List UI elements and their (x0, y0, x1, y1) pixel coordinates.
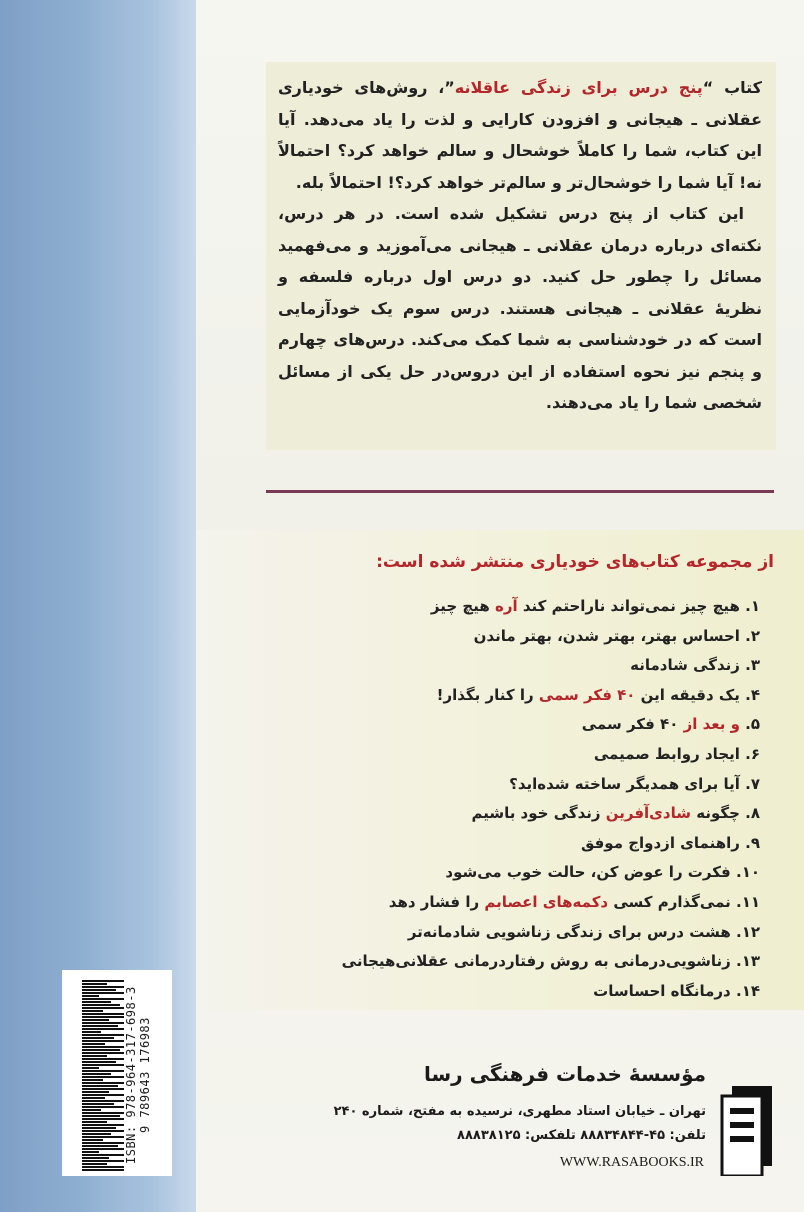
series-list (290, 592, 760, 1006)
list-item: ۱. هیچ چیز نمی‌تواند ناراحتم کند آره هیچ چیز (430, 597, 760, 615)
publisher-address: تهران ـ خیابان استاد مطهری، نرسیده به مفتح، شماره ۲۴۰ (333, 1104, 706, 1119)
publisher-phone: تلفن: ۴۵-۸۸۸۳۴۸۴۴ تلفکس: ۸۸۸۳۸۱۲۵ (457, 1128, 706, 1143)
publisher-name: مؤسسهٔ خدمات فرهنگی رسا (423, 1062, 706, 1086)
series-heading: از مجموعه کتاب‌های خودیاری منتشر شده است: (376, 552, 774, 572)
list-item: ۶. ایجاد روابط صمیمی (593, 744, 760, 763)
barcode-text (124, 982, 164, 1168)
blurb-intro-rest: ”، روش‌های خودیاری عقلانی ـ هیجانی و افزودن کارایی و لذت را یاد می‌دهد. آیا این کتاب، شما را کاملاً خوشحال و سالم خواهد کرد؟ احتمالاً نه! آیا شما را خوشحال‌تر و سالم‌تر خواهد کرد؟! احتمالاً بله. (278, 78, 762, 192)
list-item: ۴. یک دقیقه این ۴۰ فکر سمی را کنار بگذار! (436, 685, 760, 704)
blurb-paragraph-1 (278, 72, 762, 198)
list-item: ۵. و بعد از ۴۰ فکر سمی (581, 715, 760, 734)
list-item: ۸. چگونه شادی‌آفرین زندگی خود باشیم (471, 804, 760, 823)
publisher-website-link[interactable]: WWW.RASABOOKS.IR (559, 1155, 704, 1170)
blurb-intro: کتاب “ (702, 78, 762, 97)
list-item: ۱۴. درمانگاه احساسات (593, 981, 760, 1000)
list-item: ۱۲. هشت درس برای زندگی زناشویی شادمانه‌تر (407, 922, 760, 941)
barcode-digits: 9 789643 176983 (138, 1017, 152, 1133)
list-item: ۳. زندگی شادمانه (630, 656, 760, 675)
barcode-bars (82, 980, 124, 1170)
section-divider (266, 490, 774, 493)
blurb-book-title: پنج درس برای زندگی عاقلانه (454, 78, 703, 97)
list-item: ۱۳. زناشویی‌درمانی به روش رفتاردرمانی عقلانی‌هیجانی (341, 952, 760, 971)
list-item: ۷. آیا برای همدیگر ساخته شده‌اید؟ (509, 774, 760, 793)
blurb-paragraph-2: این کتاب از پنج درس تشکیل شده است. در هر درس، نکته‌ای درباره درمان عقلانی ـ هیجانی می‌آموزید و می‌فهمید مسائل را چطور حل کنید. دو درس اول درباره فلسفه و نظریهٔ عقلانی ـ هیجانی هستند. درس سوم یک خودآزمایی است که در خودشناسی به شما کمک می‌کند. درس‌های چهارم و پنجم نیز نحوه استفاده از این دروس‌در حل یکی از مسائل شخصی شما را یاد می‌دهند. (278, 204, 762, 412)
publisher-logo-icon (718, 1080, 780, 1176)
list-item: ۲. احساس بهتر، بهتر شدن، بهتر ماندن (473, 626, 760, 645)
list-item: ۱۱. نمی‌گذارم کسی دکمه‌های اعصابم را فشار دهد (388, 892, 760, 911)
list-item: ۹. راهنمای ازدواج موفق (580, 833, 760, 852)
isbn-text: ISBN: 978-964-317-698-3 (124, 986, 138, 1164)
list-item: ۱۰. فکرت را عوض کن، حالت خوب می‌شود (445, 863, 760, 882)
book-blurb-box (266, 62, 776, 450)
